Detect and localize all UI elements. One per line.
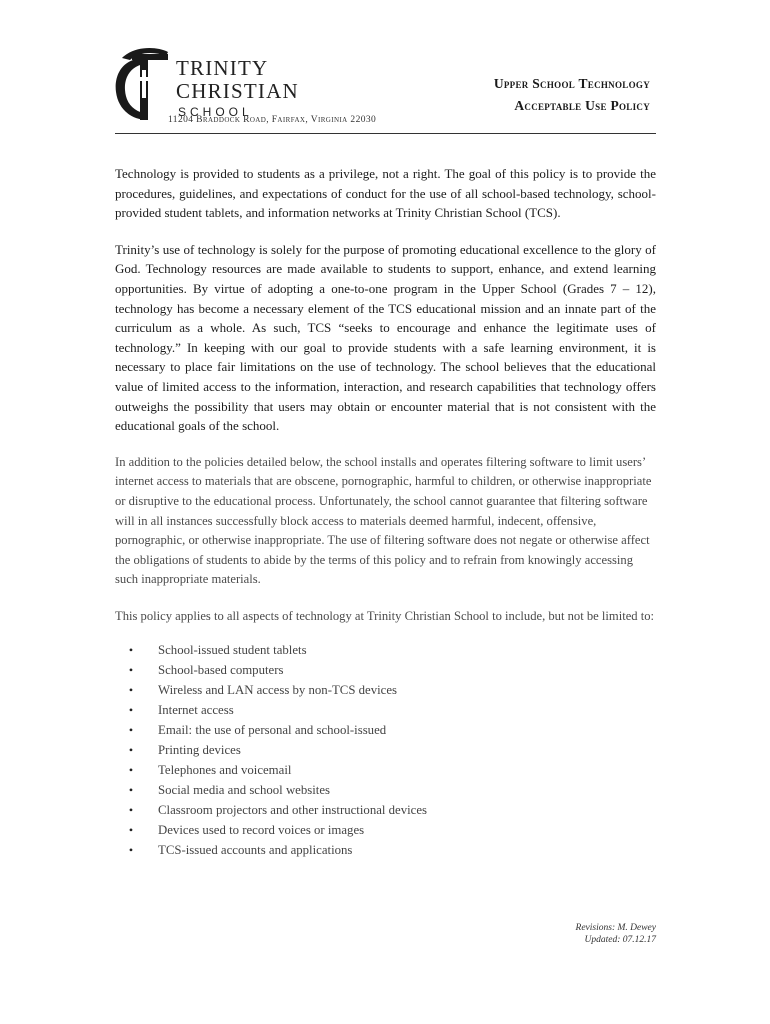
bullet-icon: • — [128, 822, 134, 837]
list-item-text: Social media and school websites — [158, 782, 331, 797]
scope-paragraph: This policy applies to all aspects of technology at Trinity Christian School to include, but not be limited to: — [115, 608, 655, 623]
list-item-text: Email: the use of personal and school-issued — [158, 723, 387, 738]
list-item-text: TCS-issued accounts and applications — [158, 842, 353, 857]
list-item-text: Telephones and voicemail — [158, 762, 292, 777]
intro-paragraph: Technology is provided to students as a privilege, not a right. The goal of this policy is to provide the procedures, guidelines, and expectations of conduct for the use of all school-based technology, school-provided student tablets, and information networks at Trinity Christian School (TCS). — [115, 166, 656, 221]
scope-list — [115, 641, 656, 860]
school-address: 11204 Braddock Road, Fairfax, Virginia 22030 — [168, 115, 377, 125]
logo-word-christian: CHRISTIAN — [176, 79, 299, 103]
list-item — [125, 661, 656, 681]
bullet-icon: • — [128, 703, 134, 718]
logo-word-school: SCHOOL — [178, 105, 253, 119]
purpose-paragraph: Trinity’s use of technology is solely for the purpose of promoting educational excellence to the glory of God. Technology resources are made available to students to support, enhance, and extend learning opportunities. By virtue of adopting a one-to-one program in the Upper School (Grades 7 – 12), technology has become a necessary element of the TCS educational mission and an innate part of the curriculum as a whole. As such, TCS “seeks to encourage and enhance the legitimate uses of technology.” In keeping with our goal to provide students with a safe learning environment, it is necessary to place fair limitations on the use of technology. The school believes that the educational value of limited access to the information, interaction, and research capabilities that technology offers outweighs the possibility that users may obtain or encounter material that is not consistent with the educational goals of the school. — [115, 241, 656, 434]
list-item — [125, 821, 656, 841]
list-item — [125, 681, 656, 701]
list-item-text: Wireless and LAN access by non-TCS devices — [158, 683, 398, 698]
list-item-text: School-issued student tablets — [158, 643, 307, 658]
policy-title — [494, 73, 650, 117]
list-item-text: Devices used to record voices or images — [158, 822, 365, 837]
revision-author: Revisions: M. Dewey — [575, 923, 656, 933]
bullet-icon: • — [128, 723, 134, 738]
bullet-icon: • — [128, 683, 134, 698]
list-item — [125, 641, 656, 661]
bullet-icon: • — [128, 663, 134, 678]
list-item-text: School-based computers — [158, 663, 284, 678]
school-crest-icon — [112, 44, 170, 124]
policy-title-line2: Acceptable Use Policy — [514, 98, 650, 113]
bullet-icon: • — [128, 743, 134, 757]
list-item — [125, 781, 656, 801]
bullet-icon: • — [128, 762, 134, 777]
header-divider — [115, 133, 656, 134]
list-item — [125, 701, 656, 721]
filtering-paragraph: In addition to the policies detailed below, the school installs and operates filtering software to limit users’ internet access to materials that are obscene, pornographic, harmful to children, or otherwise inappropriate or disruptive to the educational process. Unfortunately, the school cannot guarantee that filtering software will in all instances successfully block access to materials deemed harmful, indecent, offensive, pornographic, or otherwise inappropriate. The use of filtering software does not negate or otherwise affect the obligations of students to abide by the terms of this policy and to refrain from knowingly accessing such inappropriate materials. — [115, 454, 652, 587]
policy-body — [115, 164, 656, 860]
list-item — [125, 761, 656, 781]
policy-title-line1: Upper School Technology — [493, 76, 650, 91]
list-item-text: Printing devices — [158, 743, 241, 757]
bullet-icon: • — [128, 782, 134, 797]
school-logo — [176, 58, 299, 118]
revision-date: Updated: 07.12.17 — [584, 935, 656, 945]
list-item-text: Classroom projectors and other instructional devices — [158, 802, 428, 817]
list-item — [125, 801, 656, 821]
list-item-text: Internet access — [158, 703, 234, 718]
list-item — [125, 721, 656, 741]
list-item — [125, 841, 656, 861]
logo-word-trinity: TRINITY — [176, 56, 269, 80]
bullet-icon: • — [128, 643, 134, 658]
bullet-icon: • — [128, 802, 134, 817]
revision-note — [576, 922, 656, 946]
bullet-icon: • — [128, 842, 134, 857]
list-item — [125, 741, 656, 761]
